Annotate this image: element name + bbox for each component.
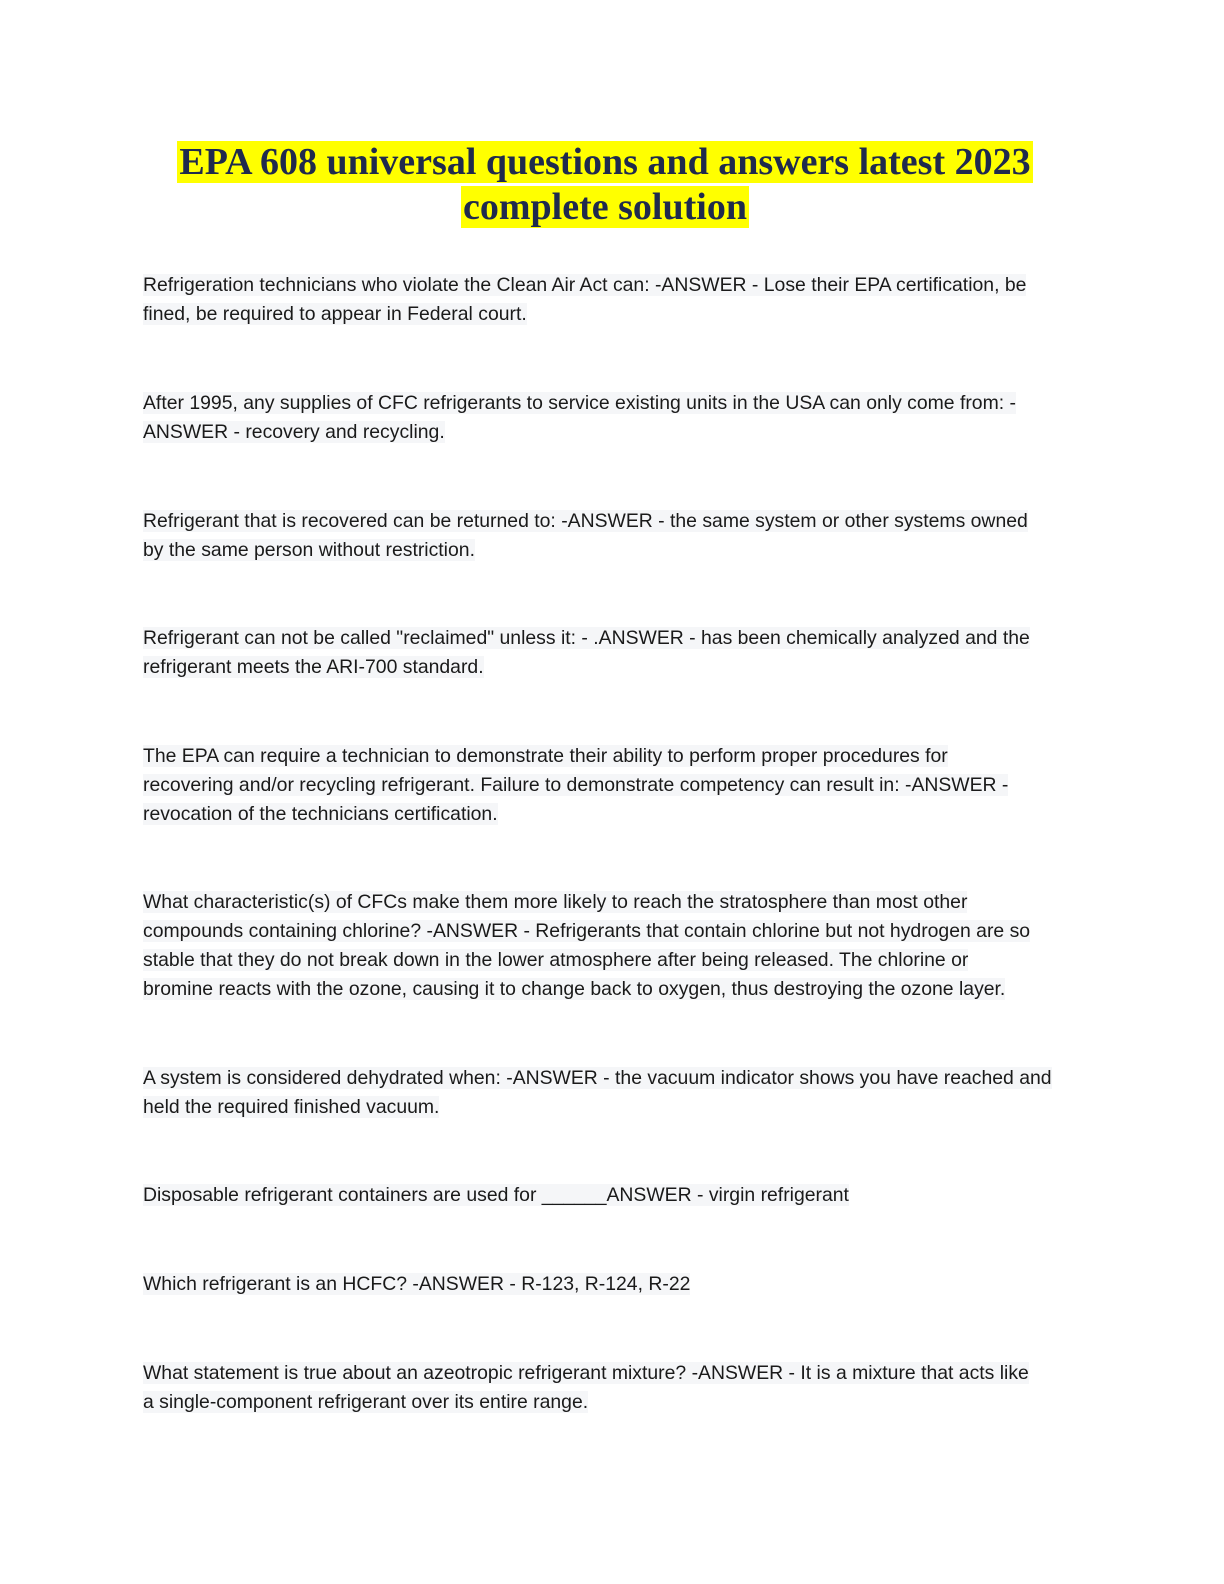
qa-line: Disposable refrigerant containers are used for ______ANSWER - virgin refrigerant — [143, 1184, 849, 1206]
qa-line: Refrigerant that is recovered can be returned to: -ANSWER - the same system or other systems owned — [143, 510, 1028, 532]
qa-item-2 — [143, 389, 1083, 447]
title-line-1: EPA 608 universal questions and answers latest 2023 — [179, 141, 1031, 183]
qa-line: refrigerant meets the ARI-700 standard. — [143, 656, 484, 678]
qa-item-8 — [143, 1181, 1083, 1210]
qa-item-9 — [143, 1270, 1083, 1299]
qa-line: Which refrigerant is an HCFC? -ANSWER - R-123, R-124, R-22 — [143, 1273, 691, 1295]
qa-line: What characteristic(s) of CFCs make them more likely to reach the stratosphere than most other — [143, 891, 968, 913]
qa-item-3 — [143, 507, 1083, 565]
qa-item-7 — [143, 1064, 1083, 1122]
qa-line: by the same person without restriction. — [143, 539, 475, 561]
qa-line: fined, be required to appear in Federal court. — [143, 303, 527, 325]
title-line-2: complete solution — [463, 186, 747, 228]
qa-line: Refrigeration technicians who violate the Clean Air Act can: -ANSWER - Lose their EPA certification, be — [143, 274, 1027, 296]
qa-line: A system is considered dehydrated when: -ANSWER - the vacuum indicator shows you have reached and — [143, 1067, 1052, 1089]
qa-line: The EPA can require a technician to demonstrate their ability to perform proper procedures for — [143, 745, 948, 767]
qa-line: bromine reacts with the ozone, causing it to change back to oxygen, thus destroying the ozone layer. — [143, 978, 1006, 1000]
qa-item-1 — [143, 271, 1083, 329]
qa-item-10 — [143, 1359, 1083, 1417]
qa-line: held the required finished vacuum. — [143, 1096, 440, 1118]
qa-line: After 1995, any supplies of CFC refrigerants to service existing units in the USA can only come from: - — [143, 392, 1016, 414]
qa-line: Refrigerant can not be called "reclaimed" unless it: - .ANSWER - has been chemically analyzed and the — [143, 627, 1030, 649]
qa-item-4 — [143, 624, 1083, 682]
qa-line: What statement is true about an azeotropic refrigerant mixture? -ANSWER - It is a mixture that acts like — [143, 1362, 1029, 1384]
qa-line: compounds containing chlorine? -ANSWER - Refrigerants that contain chlorine but not hydrogen are so — [143, 920, 1031, 942]
qa-item-6 — [143, 888, 1083, 1004]
qa-line: ANSWER - recovery and recycling. — [143, 421, 445, 443]
qa-item-5 — [143, 742, 1083, 829]
qa-line: revocation of the technicians certification. — [143, 803, 498, 825]
qa-line: stable that they do not break down in the lower atmosphere after being released. The chlorine or — [143, 949, 969, 971]
qa-line: recovering and/or recycling refrigerant. Failure to demonstrate competency can result in: -ANSWER - — [143, 774, 1009, 796]
page-title — [140, 140, 1070, 230]
qa-line: a single-component refrigerant over its entire range. — [143, 1391, 589, 1413]
